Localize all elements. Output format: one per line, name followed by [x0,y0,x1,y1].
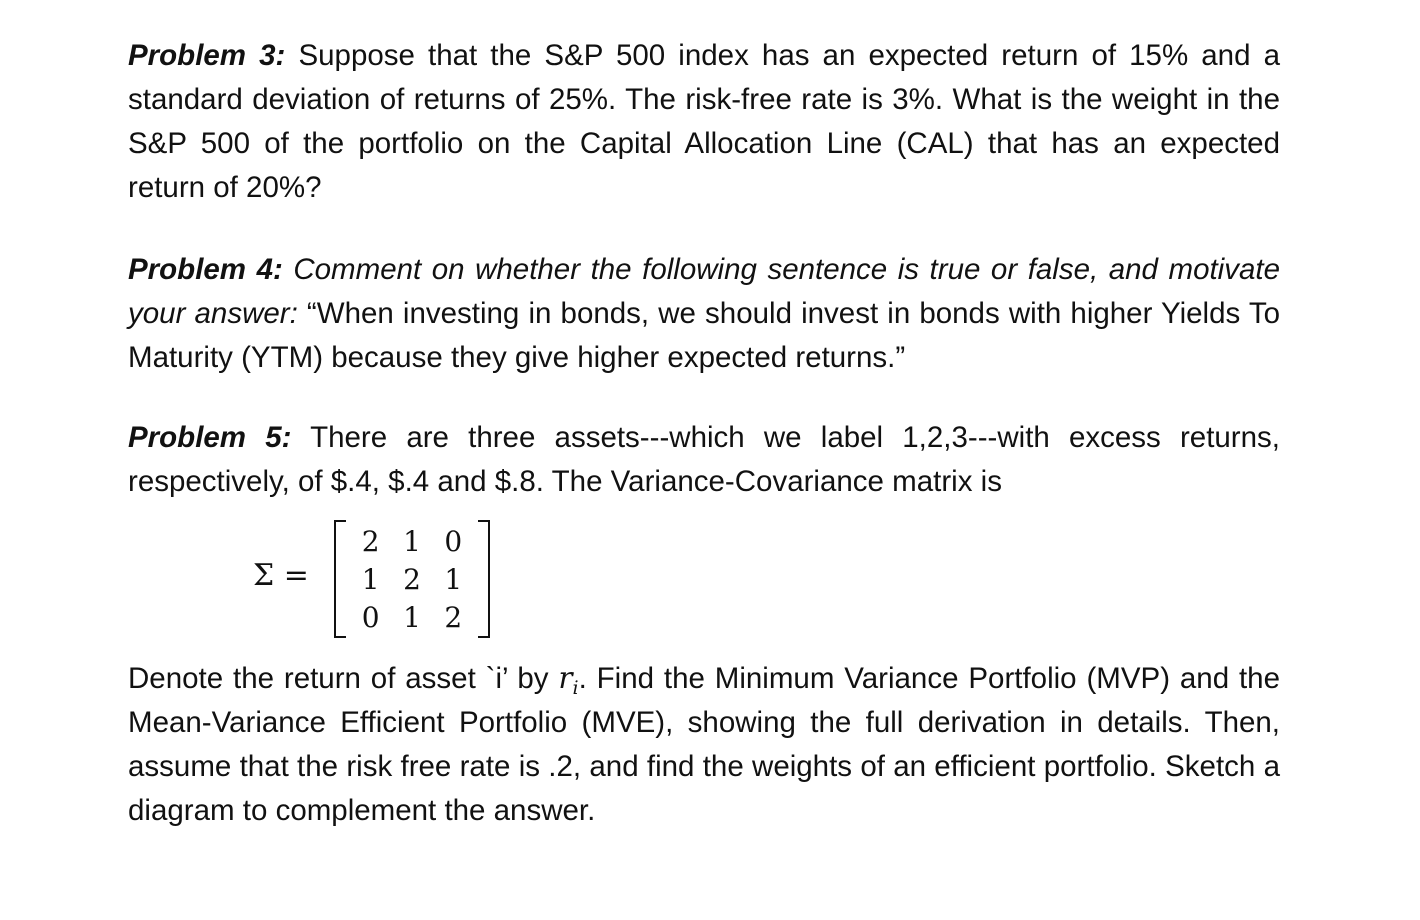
document-page [128,34,1280,833]
matrix-cell: 1 [403,524,421,558]
problem-4-label: Problem 4: [128,253,283,286]
matrix-cell: 2 [361,524,380,558]
return-variable [558,661,579,699]
problem-5-after-text-2: . Find the Minimum Variance Portfolio (MVP) and the Mean-Variance Efficient Portfolio (MVE), showing the full derivation in details. Then, assume that the risk free rate is .2, and find the weights of an efficient portfolio. Sketch a diagram to complement the answer. [128,662,1280,827]
problem-5-label: Problem 5: [128,421,292,454]
return-variable-base: r [558,661,573,695]
matrix-cell: 2 [403,562,421,596]
matrix-right-bracket [478,520,490,638]
problem-5-question [128,656,1280,833]
matrix-left-bracket [334,520,346,638]
matrix-cell: 0 [361,600,380,634]
matrix-cell: 0 [444,524,463,558]
problem-4-quote: “When investing in bonds, we should invest in bonds with higher Yields To Maturity (YTM) because they give higher expected returns.” [128,297,1280,374]
return-variable-subscript: i [572,677,579,699]
matrix-cell: 1 [361,562,380,596]
matrix-cell: 1 [444,562,463,596]
matrix-cell: 2 [444,600,463,634]
matrix-cell: 1 [403,600,421,634]
problem-5-after-text-1: Denote the return of asset `i’ by [128,662,559,695]
problem-4 [128,248,1280,380]
problem-5-text: There are three assets---which we label 1,2,3---with excess returns, respectively, of $.4, $.4 and $.8. The Variance-Covariance matrix is [128,421,1280,498]
covariance-matrix [128,514,1280,652]
matrix-entries [350,522,474,636]
problem-3-text: Suppose that the S&P 500 index has an expected return of 15% and a standard deviation of returns of 25%. The risk-free rate is 3%. What is the weight in the S&P 500 of the portfolio on the Capital Allocation Line (CAL) that has an expected return of 20%? [128,39,1280,204]
sigma-equals: Σ = [253,558,309,593]
problem-3 [128,34,1280,210]
problem-3-label: Problem 3: [128,39,286,72]
problem-4-italic-text: Comment on whether the following sentence is true or false, and motivate your answer: [128,253,1280,330]
problem-5-intro [128,416,1280,504]
